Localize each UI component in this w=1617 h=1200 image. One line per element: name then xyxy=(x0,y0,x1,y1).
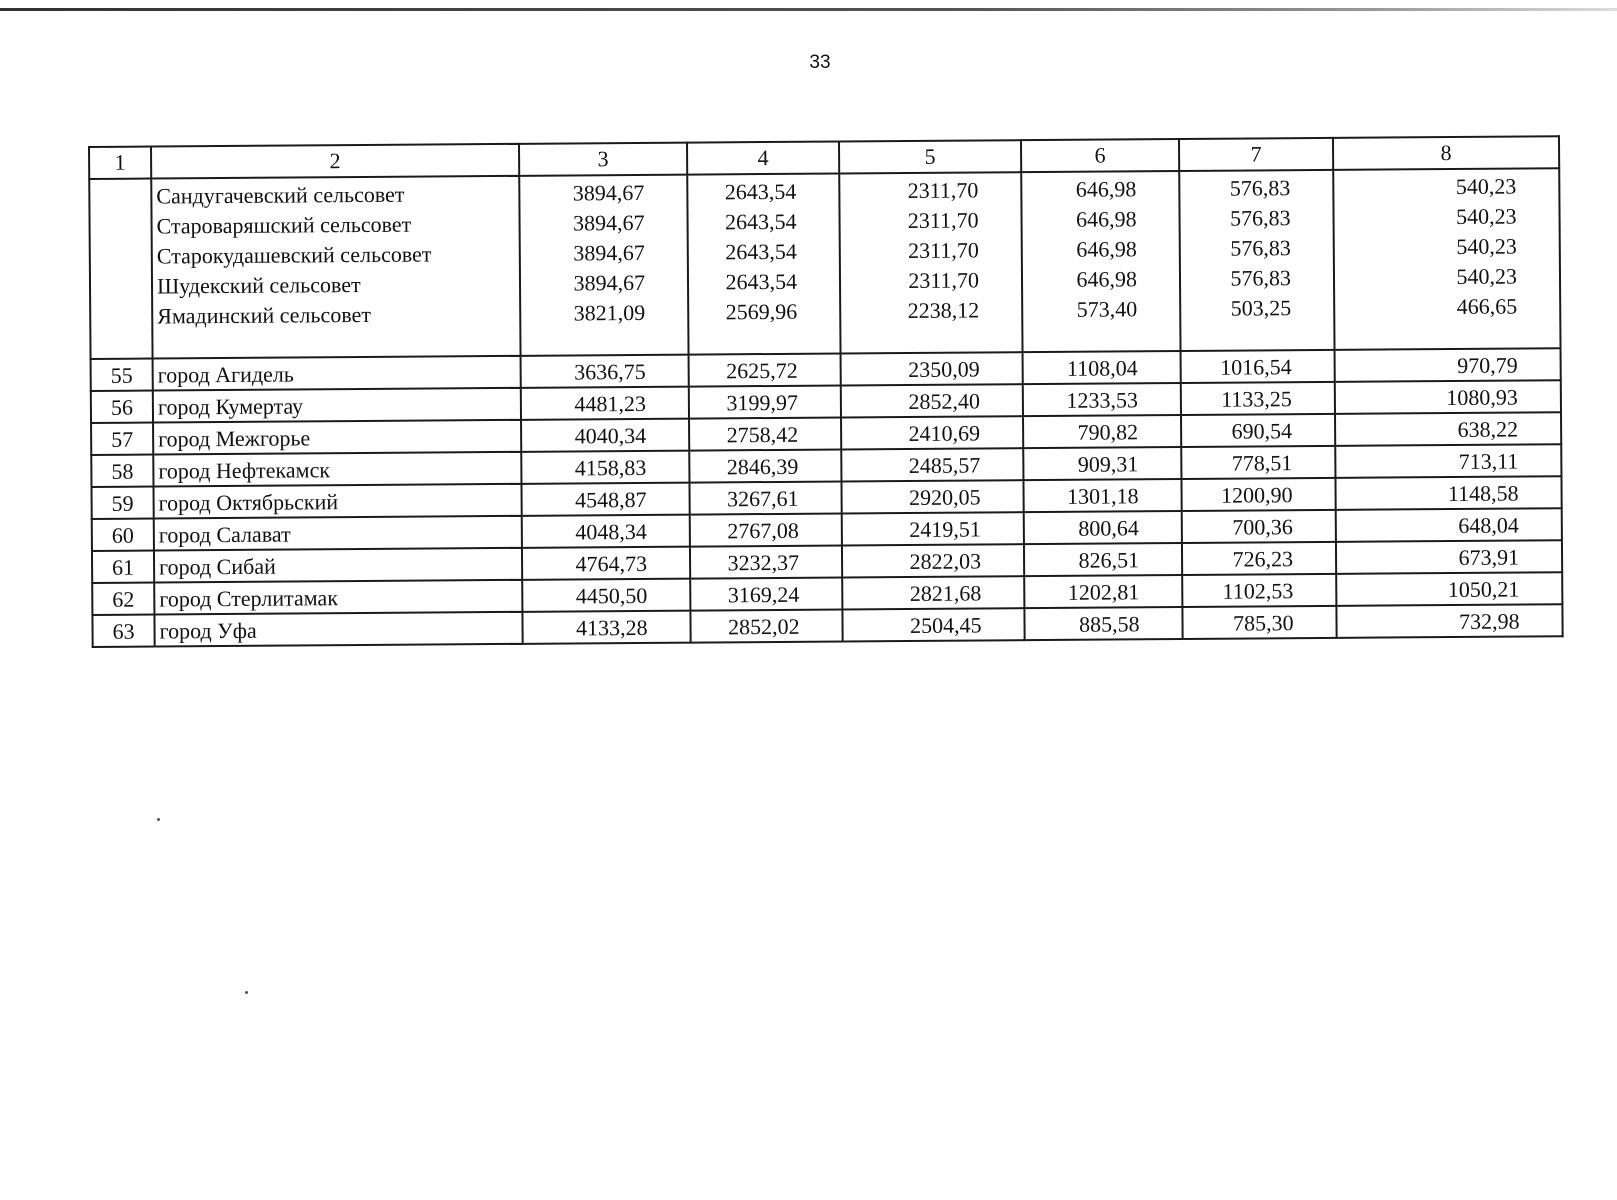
value-cell: 790,82 xyxy=(1023,415,1181,448)
value: 3894,67 xyxy=(573,269,646,296)
row-number: 55 xyxy=(91,359,153,391)
value: 2311,70 xyxy=(907,207,979,233)
city-name: город Межгорье xyxy=(153,420,521,455)
value-cell: 2821,68 xyxy=(842,576,1024,609)
value: 3894,67 xyxy=(572,209,645,236)
value-cell: 4048,34 xyxy=(522,515,690,548)
row-number: 56 xyxy=(91,391,153,423)
value: 646,98 xyxy=(1076,266,1138,292)
value: 2643,54 xyxy=(725,238,797,265)
value-cell: 2822,03 xyxy=(842,544,1024,577)
scan-top-edge-line xyxy=(0,8,1617,11)
value: 2643,54 xyxy=(725,268,798,295)
value: 503,25 xyxy=(1230,295,1292,321)
group-names-cell xyxy=(151,176,520,359)
city-name: город Уфа xyxy=(154,612,522,647)
settlement-name: Староваряшский сельсовет xyxy=(156,211,412,239)
value-cell: 2846,39 xyxy=(689,449,841,482)
group-col6-cell xyxy=(1021,171,1180,352)
group-col4-cell xyxy=(687,173,840,354)
value-cell: 732,98 xyxy=(1336,604,1562,638)
value-cell: 4133,28 xyxy=(522,611,690,644)
value: 2311,70 xyxy=(908,237,979,263)
value-cell: 2504,45 xyxy=(842,608,1024,641)
header-cell: 5 xyxy=(839,140,1021,173)
value-cell: 1202,81 xyxy=(1024,575,1182,608)
tariff-table xyxy=(88,135,1564,648)
value-cell: 700,36 xyxy=(1182,510,1336,543)
value: 576,83 xyxy=(1230,235,1291,261)
city-name: город Салават xyxy=(154,516,522,551)
row-number: 57 xyxy=(91,423,153,455)
value-cell: 3232,37 xyxy=(690,545,842,578)
value-cell: 2419,51 xyxy=(842,512,1024,545)
value-cell: 800,64 xyxy=(1024,511,1182,544)
header-cell: 4 xyxy=(687,141,839,174)
value: 2643,54 xyxy=(724,178,797,205)
scan-speck xyxy=(157,818,160,821)
group-number-cell xyxy=(89,179,152,359)
group-col7-cell xyxy=(1179,170,1334,351)
value: 540,23 xyxy=(1456,233,1517,259)
value-cell: 1233,53 xyxy=(1023,383,1181,416)
page-number: 33 xyxy=(809,52,831,73)
settlement-name: Ямадинский сельсовет xyxy=(157,301,372,329)
city-name: город Октябрьский xyxy=(153,484,521,519)
settlement-name: Старокудашевский сельсовет xyxy=(156,241,432,269)
row-number: 62 xyxy=(92,583,154,615)
settlement-name: Сандугачевский сельсовет xyxy=(156,181,405,209)
value-cell: 1016,54 xyxy=(1181,350,1335,383)
value: 576,83 xyxy=(1229,205,1291,231)
value: 2311,70 xyxy=(908,267,980,293)
value-cell: 778,51 xyxy=(1181,446,1335,479)
value-cell: 673,91 xyxy=(1336,540,1562,574)
city-name: город Кумертау xyxy=(153,388,521,423)
value-cell: 2350,09 xyxy=(841,352,1023,385)
value-cell: 3169,24 xyxy=(690,577,842,610)
value-cell: 1050,21 xyxy=(1336,572,1562,606)
value: 3894,67 xyxy=(572,179,645,206)
value-cell: 690,54 xyxy=(1181,414,1335,447)
value: 540,23 xyxy=(1455,173,1517,199)
group-col8-cell xyxy=(1333,168,1560,350)
value: 3821,09 xyxy=(573,299,646,326)
value-cell: 2920,05 xyxy=(841,480,1023,513)
row-number: 60 xyxy=(92,519,154,551)
value-cell: 2852,40 xyxy=(841,384,1023,417)
value-cell: 638,22 xyxy=(1335,412,1561,446)
header-cell: 1 xyxy=(89,147,151,179)
value-cell: 3636,75 xyxy=(521,355,689,388)
value-cell: 4481,23 xyxy=(521,387,689,420)
value-cell: 726,23 xyxy=(1182,542,1336,575)
value-cell: 1102,53 xyxy=(1182,574,1336,607)
value-cell: 1148,58 xyxy=(1335,476,1561,510)
value: 573,40 xyxy=(1076,296,1138,322)
value-cell: 2410,69 xyxy=(841,416,1023,449)
settlement-name: Шудекский сельсовет xyxy=(156,272,361,299)
value: 646,98 xyxy=(1075,206,1137,232)
value-cell: 4548,87 xyxy=(521,483,689,516)
row-number: 61 xyxy=(92,551,154,583)
header-cell: 6 xyxy=(1021,139,1179,172)
value-cell: 970,79 xyxy=(1335,348,1561,382)
city-name: город Сибай xyxy=(154,548,522,583)
value: 576,83 xyxy=(1229,175,1291,201)
value-cell: 1133,25 xyxy=(1181,382,1335,415)
header-cell: 2 xyxy=(151,144,519,179)
value-cell: 4158,83 xyxy=(521,451,689,484)
header-cell: 7 xyxy=(1179,138,1333,171)
city-name: город Нефтекамск xyxy=(153,452,521,487)
row-number: 58 xyxy=(91,455,153,487)
value: 540,23 xyxy=(1455,203,1517,229)
value-cell: 1301,18 xyxy=(1023,479,1181,512)
value-cell: 4040,34 xyxy=(521,419,689,452)
value-cell: 3267,61 xyxy=(689,481,841,514)
value-cell: 2767,08 xyxy=(690,513,842,546)
row-number: 59 xyxy=(91,487,153,519)
value: 466,65 xyxy=(1456,293,1518,319)
group-col5-cell xyxy=(839,172,1022,353)
value-cell: 3199,97 xyxy=(689,385,841,418)
city-name: город Агидель xyxy=(153,356,521,391)
group-col3-cell xyxy=(519,175,688,356)
value-cell: 885,58 xyxy=(1024,607,1182,640)
value: 2569,96 xyxy=(725,298,798,325)
value: 540,23 xyxy=(1456,263,1518,289)
city-name: город Стерлитамак xyxy=(154,580,522,615)
tariff-table-container xyxy=(88,135,1562,648)
value: 2238,12 xyxy=(907,297,980,323)
selsovet-group-row xyxy=(89,168,1560,359)
row-number: 63 xyxy=(92,615,154,647)
header-cell: 8 xyxy=(1333,136,1559,170)
value: 646,98 xyxy=(1076,236,1137,262)
header-cell: 3 xyxy=(519,143,687,176)
value-cell: 1200,90 xyxy=(1181,478,1335,511)
value-cell: 648,04 xyxy=(1336,508,1562,542)
value-cell: 4450,50 xyxy=(522,579,690,612)
value-cell: 713,11 xyxy=(1335,444,1561,478)
value-cell: 2852,02 xyxy=(690,609,842,642)
value-cell: 1080,93 xyxy=(1335,380,1561,414)
value: 3894,67 xyxy=(573,239,645,266)
value-cell: 826,51 xyxy=(1024,543,1182,576)
value-cell: 4764,73 xyxy=(522,547,690,580)
value: 646,98 xyxy=(1075,176,1137,202)
value: 576,83 xyxy=(1230,265,1292,291)
value-cell: 1108,04 xyxy=(1023,351,1181,384)
value: 2643,54 xyxy=(724,208,797,235)
value-cell: 2485,57 xyxy=(841,448,1023,481)
value-cell: 2625,72 xyxy=(689,353,841,386)
value-cell: 2758,42 xyxy=(689,417,841,450)
scan-speck xyxy=(245,991,248,994)
value-cell: 785,30 xyxy=(1182,606,1336,639)
value-cell: 909,31 xyxy=(1023,447,1181,480)
value: 2311,70 xyxy=(907,177,979,203)
